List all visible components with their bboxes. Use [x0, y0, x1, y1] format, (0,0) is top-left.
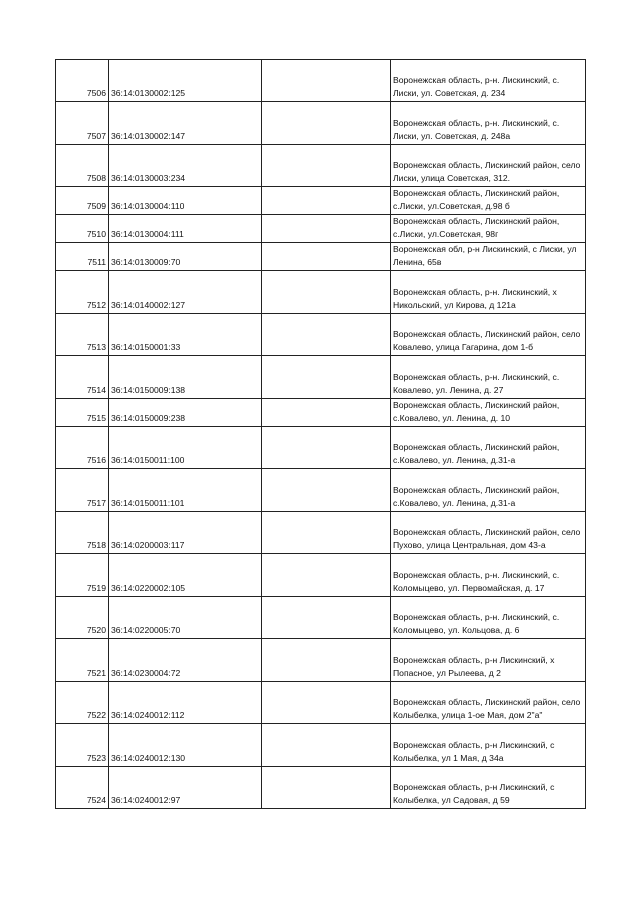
cadastral-number-cell: 36:14:0220005:70 [109, 597, 262, 639]
row-number-cell: 7506 [56, 60, 109, 102]
address-cell: Воронежская область, Лискинский район, село Колыбелка, улица 1-ое Мая, дом 2"а" [391, 682, 586, 724]
cadastral-number-cell: 36:14:0150001:33 [109, 314, 262, 356]
row-number-cell: 7509 [56, 187, 109, 215]
table-row [56, 60, 586, 102]
table-row [56, 271, 586, 314]
row-number-cell: 7523 [56, 724, 109, 767]
empty-cell [262, 767, 391, 809]
table-row [56, 187, 586, 215]
address-cell: Воронежская область, Лискинский район, с.Лиски, ул.Советская, 98г [391, 215, 586, 243]
table-row [56, 682, 586, 724]
table-row [56, 767, 586, 809]
empty-cell [262, 554, 391, 597]
cadastral-number-cell: 36:14:0130004:111 [109, 215, 262, 243]
empty-cell [262, 724, 391, 767]
row-number-cell: 7517 [56, 469, 109, 512]
property-register-table [55, 59, 586, 809]
table-row [56, 356, 586, 399]
address-cell: Воронежская область, Лискинский район, с.Ковалево, ул. Ленина, д.31-а [391, 469, 586, 512]
empty-cell [262, 271, 391, 314]
empty-cell [262, 187, 391, 215]
cadastral-number-cell: 36:14:0130009:70 [109, 243, 262, 271]
cadastral-number-cell: 36:14:0130002:147 [109, 102, 262, 145]
empty-cell [262, 639, 391, 682]
address-cell: Воронежская обл, р-н Лискинский, с Лиски, ул Ленина, 65в [391, 243, 586, 271]
table-row [56, 145, 586, 187]
table-row [56, 597, 586, 639]
address-cell: Воронежская область, р-н Лискинский, с Колыбелка, ул Садовая, д 59 [391, 767, 586, 809]
row-number-cell: 7513 [56, 314, 109, 356]
row-number-cell: 7519 [56, 554, 109, 597]
empty-cell [262, 243, 391, 271]
cadastral-number-cell: 36:14:0130002:125 [109, 60, 262, 102]
table-row [56, 427, 586, 469]
row-number-cell: 7507 [56, 102, 109, 145]
empty-cell [262, 314, 391, 356]
cadastral-number-cell: 36:14:0240012:130 [109, 724, 262, 767]
table-row [56, 639, 586, 682]
table-row [56, 102, 586, 145]
empty-cell [262, 512, 391, 554]
cadastral-number-cell: 36:14:0150011:101 [109, 469, 262, 512]
address-cell: Воронежская область, р-н. Лискинский, с. Коломыцево, ул. Кольцова, д. 6 [391, 597, 586, 639]
empty-cell [262, 215, 391, 243]
cadastral-number-cell: 36:14:0150009:138 [109, 356, 262, 399]
address-cell: Воронежская область, Лискинский район, с.Ковалево, ул. Ленина, д.31-а [391, 427, 586, 469]
address-cell: Воронежская область, Лискинский район, с.Лиски, ул.Советская, д.98 б [391, 187, 586, 215]
empty-cell [262, 597, 391, 639]
cadastral-number-cell: 36:14:0150011:100 [109, 427, 262, 469]
row-number-cell: 7521 [56, 639, 109, 682]
address-cell: Воронежская область, р-н. Лискинский, с. Лиски, ул. Советская, д. 248а [391, 102, 586, 145]
row-number-cell: 7514 [56, 356, 109, 399]
row-number-cell: 7511 [56, 243, 109, 271]
address-cell: Воронежская область, Лискинский район, село Пухово, улица Центральная, дом 43-а [391, 512, 586, 554]
address-cell: Воронежская область, р-н. Лискинский, с. Ковалево, ул. Ленина, д. 27 [391, 356, 586, 399]
table-row [56, 512, 586, 554]
address-cell: Воронежская область, р-н. Лискинский, с. Коломыцево, ул. Первомайская, д. 17 [391, 554, 586, 597]
table-row [56, 469, 586, 512]
address-cell: Воронежская область, Лискинский район, село Лиски, улица Советская, 312. [391, 145, 586, 187]
row-number-cell: 7518 [56, 512, 109, 554]
table-row [56, 243, 586, 271]
row-number-cell: 7516 [56, 427, 109, 469]
table-row [56, 724, 586, 767]
row-number-cell: 7515 [56, 399, 109, 427]
table-row [56, 399, 586, 427]
cadastral-number-cell: 36:14:0200003:117 [109, 512, 262, 554]
table-body [56, 60, 586, 809]
empty-cell [262, 356, 391, 399]
table-row [56, 554, 586, 597]
table-row [56, 215, 586, 243]
row-number-cell: 7508 [56, 145, 109, 187]
address-cell: Воронежская область, Лискинский район, с.Ковалево, ул. Ленина, д. 10 [391, 399, 586, 427]
address-cell: Воронежская область, Лискинский район, село Ковалево, улица Гагарина, дом 1-б [391, 314, 586, 356]
cadastral-number-cell: 36:14:0240012:112 [109, 682, 262, 724]
cadastral-number-cell: 36:14:0150009:238 [109, 399, 262, 427]
address-cell: Воронежская область, р-н. Лискинский, х Никольский, ул Кирова, д 121а [391, 271, 586, 314]
address-cell: Воронежская область, р-н. Лискинский, с. Лиски, ул. Советская, д. 234 [391, 60, 586, 102]
cadastral-number-cell: 36:14:0130003:234 [109, 145, 262, 187]
row-number-cell: 7512 [56, 271, 109, 314]
empty-cell [262, 682, 391, 724]
empty-cell [262, 145, 391, 187]
cadastral-number-cell: 36:14:0140002:127 [109, 271, 262, 314]
row-number-cell: 7522 [56, 682, 109, 724]
cadastral-number-cell: 36:14:0230004:72 [109, 639, 262, 682]
row-number-cell: 7524 [56, 767, 109, 809]
address-cell: Воронежская область, р-н Лискинский, с Колыбелка, ул 1 Мая, д 34а [391, 724, 586, 767]
row-number-cell: 7520 [56, 597, 109, 639]
empty-cell [262, 399, 391, 427]
empty-cell [262, 427, 391, 469]
empty-cell [262, 60, 391, 102]
address-cell: Воронежская область, р-н Лискинский, х Попасное, ул Рылеева, д 2 [391, 639, 586, 682]
cadastral-number-cell: 36:14:0220002:105 [109, 554, 262, 597]
cadastral-number-cell: 36:14:0240012:97 [109, 767, 262, 809]
empty-cell [262, 102, 391, 145]
empty-cell [262, 469, 391, 512]
table-row [56, 314, 586, 356]
cadastral-number-cell: 36:14:0130004:110 [109, 187, 262, 215]
row-number-cell: 7510 [56, 215, 109, 243]
